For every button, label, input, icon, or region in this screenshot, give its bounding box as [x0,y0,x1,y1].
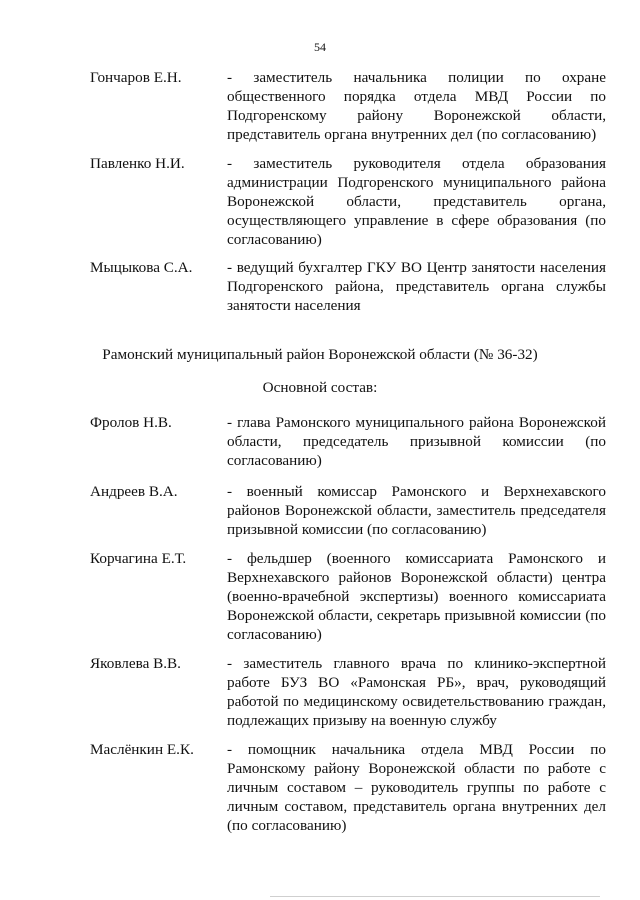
member-description: - заместитель главного врача по клинико-экспертной работе БУЗ ВО «Рамонская РБ», врач, руководящий работой по медицинскому освидетельствованию граждан, подлежащих призыву на военную службу [227,655,606,729]
member-name: Андреев В.А. [90,483,178,500]
section-subtitle: Основной состав: [262,379,378,396]
member-description: - военный комиссар Рамонского и Верхнехавского районов Воронежской области, заместитель председателя призывной комиссии (по согласованию) [227,483,606,538]
member-name: Маслёнкин Е.К. [90,741,194,758]
member-name: Мыцыкова С.А. [90,259,193,276]
member-name: Яковлева В.В. [90,655,181,672]
member-description: - помощник начальника отдела МВД России по Рамонскому району Воронежской области по работе с личным составом – руководитель группы по работе с личным составом, представитель органа внутренних дел (по согласованию) [227,741,606,834]
member-name: Гончаров Е.Н. [90,69,182,86]
member-description: - заместитель руководителя отдела образования администрации Подгоренского муниципального района Воронежской области, представитель органа, осуществляющего управление в сфере образования (по согласованию) [227,155,606,248]
page-number: 54 [314,40,326,54]
page-edge-line [270,896,600,897]
member-description: - заместитель начальника полиции по охране общественного порядка отдела МВД России по Подгоренскому району Воронежской области, представитель органа внутренних дел (по согласованию) [227,69,606,143]
member-name: Павленко Н.И. [90,155,185,172]
member-description: - фельдшер (военного комиссариата Рамонского и Верхнехавского районов Воронежской области) центра (военно-врачебной экспертизы) военного комиссариата Воронежской области, секретарь призывной комиссии (по согласованию) [227,550,606,643]
member-description: - глава Рамонского муниципального района Воронежской области, председатель призывной комиссии (по согласованию) [227,414,606,469]
member-name: Фролов Н.В. [90,414,172,431]
member-name: Корчагина Е.Т. [90,550,187,567]
member-description: - ведущий бухгалтер ГКУ ВО Центр занятости населения Подгоренского района, представитель органа службы занятости населения [227,259,606,314]
section-title: Рамонский муниципальный район Воронежской области (№ 36-32) [102,346,538,363]
